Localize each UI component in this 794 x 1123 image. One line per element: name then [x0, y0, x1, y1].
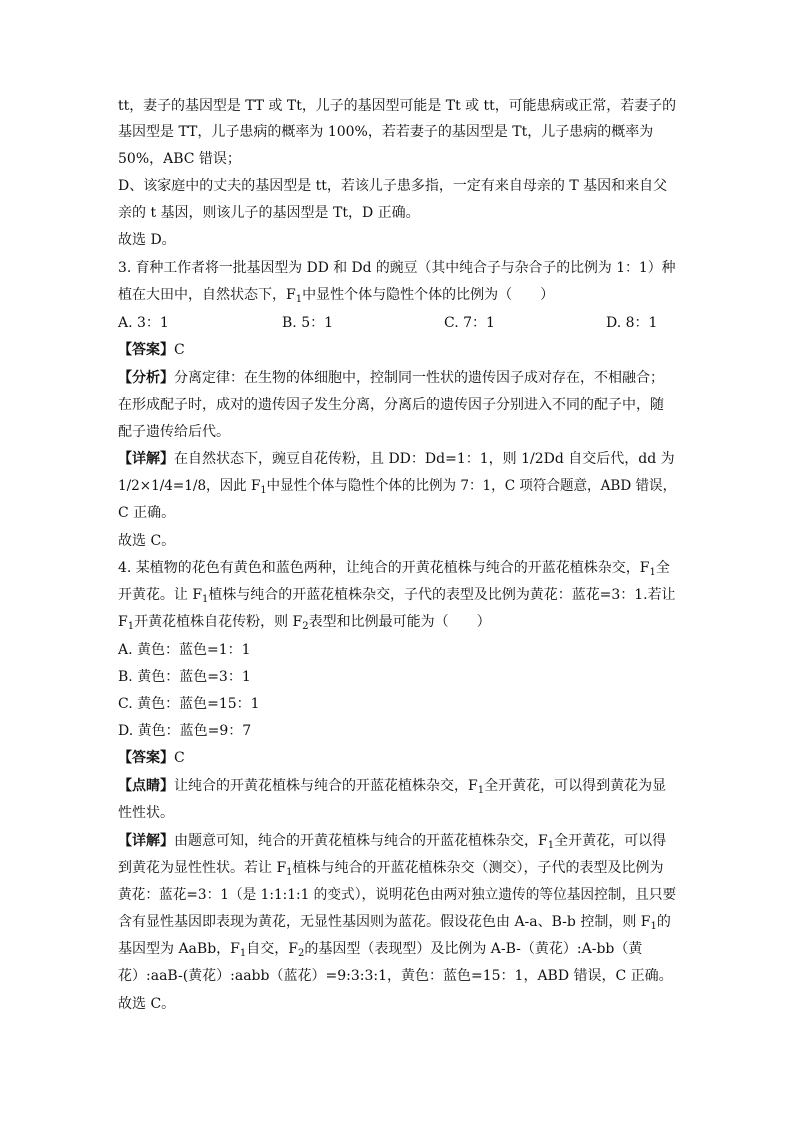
q3-detail [118, 476, 676, 496]
text: 1/2×1/4=1/8，因此 F [118, 478, 261, 494]
subscript: 2 [302, 621, 309, 632]
subscript: 1 [295, 294, 303, 305]
q4-answer [118, 748, 185, 768]
text: 植株与纯合的开蓝花植株杂交（测交），子代的表型及比例为 [292, 860, 664, 876]
answer-value: C [174, 342, 185, 358]
text: 4. 某植物的花色有黄色和蓝色两种，让纯合的开黄花植株与纯合的开蓝花植株杂交，F [118, 560, 650, 576]
text: 分离定律：在生物的体细胞中，控制同一性状的遗传因子成对存在，不相融合； [174, 370, 664, 386]
subscript: 2 [297, 948, 305, 959]
q3-choose: 故选 C。 [118, 533, 176, 549]
subscript: 1 [650, 921, 657, 932]
subscript: 1 [127, 621, 135, 632]
text-line: 亲的 t 基因，则该儿子的基因型是 Tt，D 正确。 [118, 205, 420, 221]
subscript: 1 [477, 785, 485, 796]
q4-detail [118, 858, 664, 878]
q3-option-c: C. 7：1 [444, 315, 495, 331]
text: 植株与纯合的开蓝花植株杂交，子代的表型及比例为黄花：蓝花=3：1.若让 [208, 587, 676, 603]
text: 植在大田中，自然状态下，F [118, 287, 296, 303]
q3-option-b: B. 5：1 [282, 315, 334, 331]
text: 全 [655, 560, 670, 576]
q4-stem [118, 585, 676, 605]
answer-value: C [174, 750, 185, 766]
text: 开黄花。让 F [118, 587, 203, 603]
q4-option-d: D. 黄色：蓝色=9：7 [118, 723, 252, 739]
text: 中显性个体与隐性个体的比例为（ ） [302, 287, 555, 303]
text: 在自然状态下，豌豆自花传粉，且 DD：Dd=1：1，则 1/2Dd 自交后代，dd 为 [174, 451, 675, 467]
q4-detail: 黄花：蓝花=3：1（是 1:1:1:1 的变式），说明花色由两对独立遗传的等位基因控制，且只要 [118, 887, 677, 903]
q4-point: 性性状。 [118, 805, 174, 821]
q4-stem [118, 558, 670, 578]
text: 全开黄花，可以得 [554, 833, 667, 849]
text-line: 50%，ABC 错误； [118, 151, 241, 167]
text: F [118, 614, 128, 630]
text: 的基因型（表现型）及比例为 A-B-（黄花）:A-bb（黄 [304, 941, 643, 957]
q3-option-a: A. 3：1 [118, 315, 169, 331]
q4-detail: 花）:aaB-(黄花）:aabb（蓝花）=9:3:3:1，黄色：蓝色=15：1，ABD 错误，C 正确。 [118, 968, 673, 984]
answer-tag: 【答案】 [118, 342, 174, 358]
text: 由题意可知，纯合的开黄花植株与纯合的开蓝花植株杂交，F [174, 833, 548, 849]
q3-detail [118, 449, 675, 469]
detail-tag: 【详解】 [118, 451, 174, 467]
text: 到黄花为显性性状。若让 F [118, 860, 287, 876]
analysis-tag: 【分析】 [118, 370, 174, 386]
q4-stem [118, 612, 491, 632]
text: 含有显性基因即表现为黄花，无显性基因则为蓝花。假设花色由 A-a、B-b 控制，则 F [118, 914, 651, 930]
text: 全开黄花，可以得到黄花为显 [484, 778, 667, 794]
text: 开黄花植株自花传粉，则 F [134, 614, 303, 630]
q3-analysis: 在形成配子时，成对的遗传因子发生分离，分离后的遗传因子分别进入不同的配子中，随 [118, 397, 664, 413]
subscript: 1 [286, 867, 293, 878]
subscript: 1 [547, 840, 555, 851]
text-line: 基因型是 TT，儿子患病的概率为 100%，若若妻子的基因型是 Tt，儿子患病的概率为 [118, 124, 654, 140]
q3-stem: 3. 育种工作者将一批基因型为 DD 和 Dd 的豌豆（其中纯合子与杂合子的比例为 1：1）种 [118, 260, 676, 276]
q3-analysis [118, 368, 664, 388]
q4-detail [118, 912, 671, 932]
point-tag: 【点睛】 [118, 778, 174, 794]
text: 的 [656, 914, 671, 930]
text: 让纯合的开黄花植株与纯合的开蓝花植株杂交，F [174, 778, 478, 794]
q4-choose: 故选 C。 [118, 996, 176, 1012]
q3-detail: C 正确。 [118, 505, 176, 521]
answer-tag: 【答案】 [118, 750, 174, 766]
text: 基因型为 AaBb，F [118, 941, 240, 957]
subscript: 1 [239, 948, 247, 959]
subscript: 1 [202, 594, 209, 605]
q4-option-c: C. 黄色：蓝色=15：1 [118, 696, 260, 712]
q4-option-a: A. 黄色：蓝色=1：1 [118, 642, 251, 658]
q4-detail [118, 831, 666, 851]
q3-options [118, 313, 658, 333]
q3-analysis: 配子遗传给后代。 [118, 424, 230, 440]
subscript: 1 [260, 485, 267, 496]
text-line: tt，妻子的基因型是 TT 或 Tt，儿子的基因型可能是 Tt 或 tt，可能患病或正常，若妻子的 [118, 98, 677, 114]
text-line: 故选 D。 [118, 232, 176, 248]
q3-stem [118, 285, 554, 305]
text: 表型和比例最可能为（ ） [308, 614, 491, 630]
text: 自交，F [246, 941, 298, 957]
q4-option-b: B. 黄色：蓝色=3：1 [118, 669, 251, 685]
q4-point [118, 776, 666, 796]
q4-detail [118, 939, 642, 959]
detail-tag: 【详解】 [118, 833, 174, 849]
subscript: 1 [649, 567, 656, 578]
text: 中显性个体与隐性个体的比例为 7：1，C 项符合题意，ABD 错误， [266, 478, 677, 494]
q3-answer [118, 340, 185, 360]
q3-option-d: D. 8：1 [606, 315, 658, 331]
text-line: D、该家庭中的丈夫的基因型是 tt，若该儿子患多指，一定有来自母亲的 T 基因和来自父 [118, 178, 668, 194]
